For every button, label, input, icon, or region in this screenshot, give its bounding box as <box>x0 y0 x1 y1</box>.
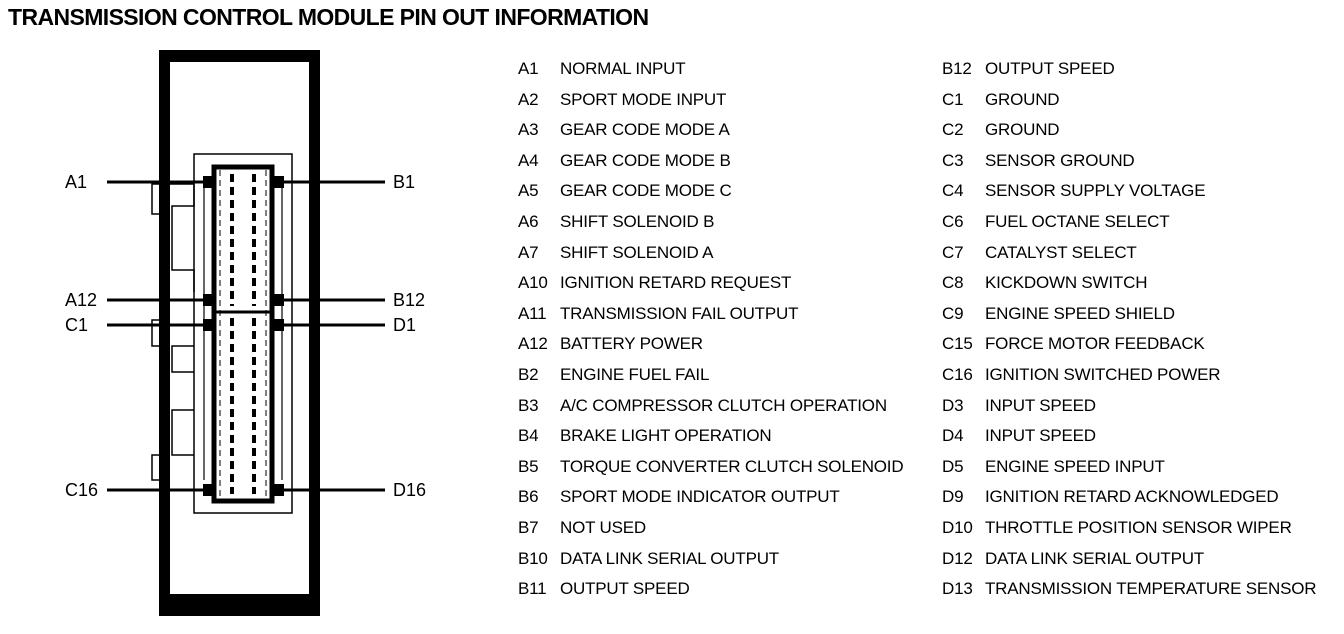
pin-row <box>518 364 903 395</box>
pin-marker-c1 <box>203 319 215 331</box>
pin-marker-b12 <box>272 294 284 306</box>
pin-code: A1 <box>518 59 539 78</box>
pin-row <box>518 548 903 579</box>
pin-row <box>942 180 1316 211</box>
pin-code: B3 <box>518 395 539 415</box>
pin-code: B10 <box>518 548 548 568</box>
pin-description: OUTPUT SPEED <box>560 579 690 599</box>
pin-code: B5 <box>518 456 539 476</box>
pin-description: A/C COMPRESSOR CLUTCH OPERATION <box>560 395 887 415</box>
pin-marker-b1 <box>272 176 284 188</box>
pin-row <box>518 578 903 609</box>
pin-row <box>518 303 903 334</box>
pin-description: ENGINE FUEL FAIL <box>560 364 710 384</box>
pin-row <box>942 517 1316 548</box>
pin-description: IGNITION SWITCHED POWER <box>985 364 1221 384</box>
pin-code: B2 <box>518 364 539 384</box>
pin-description: INPUT SPEED <box>985 426 1096 446</box>
pin-list-right <box>942 58 1316 609</box>
pin-code: C16 <box>942 364 973 384</box>
callout-b1: B1 <box>393 172 416 192</box>
pin-row <box>942 150 1316 181</box>
pin-code: A12 <box>518 334 548 354</box>
pin-description: DATA LINK SERIAL OUTPUT <box>985 548 1204 568</box>
pin-marker-c16 <box>203 484 215 496</box>
pin-marker-a12 <box>203 294 215 306</box>
pin-code: B11 <box>518 579 547 599</box>
callout-d1: D1 <box>393 315 417 335</box>
pin-description: SPORT MODE INPUT <box>560 89 727 109</box>
pin-code: D3 <box>942 395 964 415</box>
callout-c1: C1 <box>65 315 89 335</box>
pin-code: D12 <box>942 548 973 568</box>
pin-description: NORMAL INPUT <box>560 59 686 78</box>
pin-description: ENGINE SPEED SHIELD <box>985 303 1175 323</box>
pin-code: C8 <box>942 273 964 293</box>
pin-row <box>518 89 903 120</box>
pin-row <box>942 89 1316 120</box>
pin-row <box>518 517 903 548</box>
pin-code: D5 <box>942 456 964 476</box>
pin-description: SHIFT SOLENOID B <box>560 211 715 231</box>
pin-row <box>942 58 1316 89</box>
pin-description: FUEL OCTANE SELECT <box>985 211 1170 231</box>
pin-row <box>942 425 1316 456</box>
pin-description: SHIFT SOLENOID A <box>560 242 714 262</box>
pin-code: B4 <box>518 426 539 446</box>
module-housing <box>159 50 320 616</box>
pin-row <box>942 333 1316 364</box>
pin-description: FORCE MOTOR FEEDBACK <box>985 334 1205 354</box>
pin-description: IGNITION RETARD ACKNOWLEDGED <box>985 487 1279 507</box>
pin-description: GROUND <box>985 120 1060 140</box>
pin-row <box>518 119 903 150</box>
pin-row <box>942 486 1316 517</box>
pin-description: GROUND <box>985 89 1060 109</box>
callout-a12: A12 <box>65 290 98 310</box>
pin-code: A3 <box>518 120 539 140</box>
pin-code: C7 <box>942 242 964 262</box>
pin-code: A2 <box>518 89 539 109</box>
pin-description: DATA LINK SERIAL OUTPUT <box>560 548 779 568</box>
pin-code: B7 <box>518 517 539 537</box>
pin-code: D13 <box>942 579 973 599</box>
callout-d16: D16 <box>393 480 427 500</box>
pin-marker-d16 <box>272 484 284 496</box>
pin-description: BRAKE LIGHT OPERATION <box>560 426 772 446</box>
pin-row <box>518 211 903 242</box>
pin-code: C6 <box>942 211 964 231</box>
pin-code: A11 <box>518 303 547 323</box>
pin-code: C4 <box>942 181 964 201</box>
pin-marker-d1 <box>272 319 284 331</box>
pin-list-left <box>518 58 903 609</box>
pin-code: B6 <box>518 487 539 507</box>
callout-b12: B12 <box>393 290 426 310</box>
pin-description: BATTERY POWER <box>560 334 703 354</box>
pin-row <box>942 364 1316 395</box>
pin-description: INPUT SPEED <box>985 395 1096 415</box>
pin-code: B12 <box>942 59 972 78</box>
page-title: TRANSMISSION CONTROL MODULE PIN OUT INFORMATION <box>8 4 649 30</box>
pin-row <box>942 548 1316 579</box>
pin-description: KICKDOWN SWITCH <box>985 273 1148 293</box>
pin-code: A6 <box>518 211 539 231</box>
pin-description: OUTPUT SPEED <box>985 59 1115 78</box>
pin-description: GEAR CODE MODE A <box>560 120 730 140</box>
pin-row <box>942 242 1316 273</box>
pin-row <box>942 303 1316 334</box>
pin-code: C1 <box>942 89 964 109</box>
pin-code: D9 <box>942 487 964 507</box>
pin-code: C15 <box>942 334 973 354</box>
pin-description: SENSOR SUPPLY VOLTAGE <box>985 181 1206 201</box>
pin-description: TRANSMISSION TEMPERATURE SENSOR <box>985 579 1317 599</box>
pin-description: THROTTLE POSITION SENSOR WIPER <box>985 517 1292 537</box>
pin-description: IGNITION RETARD REQUEST <box>560 273 792 293</box>
pin-row <box>518 58 903 89</box>
pin-row <box>942 119 1316 150</box>
pin-row <box>942 578 1316 609</box>
pin-row <box>518 486 903 517</box>
pin-description: SPORT MODE INDICATOR OUTPUT <box>560 487 840 507</box>
pin-row <box>942 272 1316 303</box>
pin-row <box>942 456 1316 487</box>
pin-row <box>518 150 903 181</box>
pin-description: GEAR CODE MODE C <box>560 181 732 201</box>
pin-row <box>518 180 903 211</box>
pin-row <box>518 333 903 364</box>
pin-description: GEAR CODE MODE B <box>560 150 731 170</box>
pin-row <box>518 242 903 273</box>
pin-row <box>518 456 903 487</box>
pin-description: ENGINE SPEED INPUT <box>985 456 1165 476</box>
pin-code: D4 <box>942 426 964 446</box>
pin-description: TORQUE CONVERTER CLUTCH SOLENOID <box>560 456 904 476</box>
pin-code: A5 <box>518 181 539 201</box>
pin-description: CATALYST SELECT <box>985 242 1137 262</box>
pin-code: D10 <box>942 517 973 537</box>
pin-row <box>942 395 1316 426</box>
pin-code: A10 <box>518 273 548 293</box>
pin-marker-a1 <box>203 176 215 188</box>
pin-code: C3 <box>942 150 964 170</box>
pin-code: A7 <box>518 242 539 262</box>
pin-description: NOT USED <box>560 517 646 537</box>
pin-code: C2 <box>942 120 964 140</box>
pin-description: SENSOR GROUND <box>985 150 1135 170</box>
pin-code: C9 <box>942 303 964 323</box>
pin-description: TRANSMISSION FAIL OUTPUT <box>560 303 799 323</box>
pin-row <box>518 272 903 303</box>
pin-row <box>518 425 903 456</box>
pin-row <box>942 211 1316 242</box>
callout-c16: C16 <box>65 480 99 500</box>
pin-code: A4 <box>518 150 539 170</box>
pin-row <box>518 395 903 426</box>
callout-a1: A1 <box>65 172 88 192</box>
